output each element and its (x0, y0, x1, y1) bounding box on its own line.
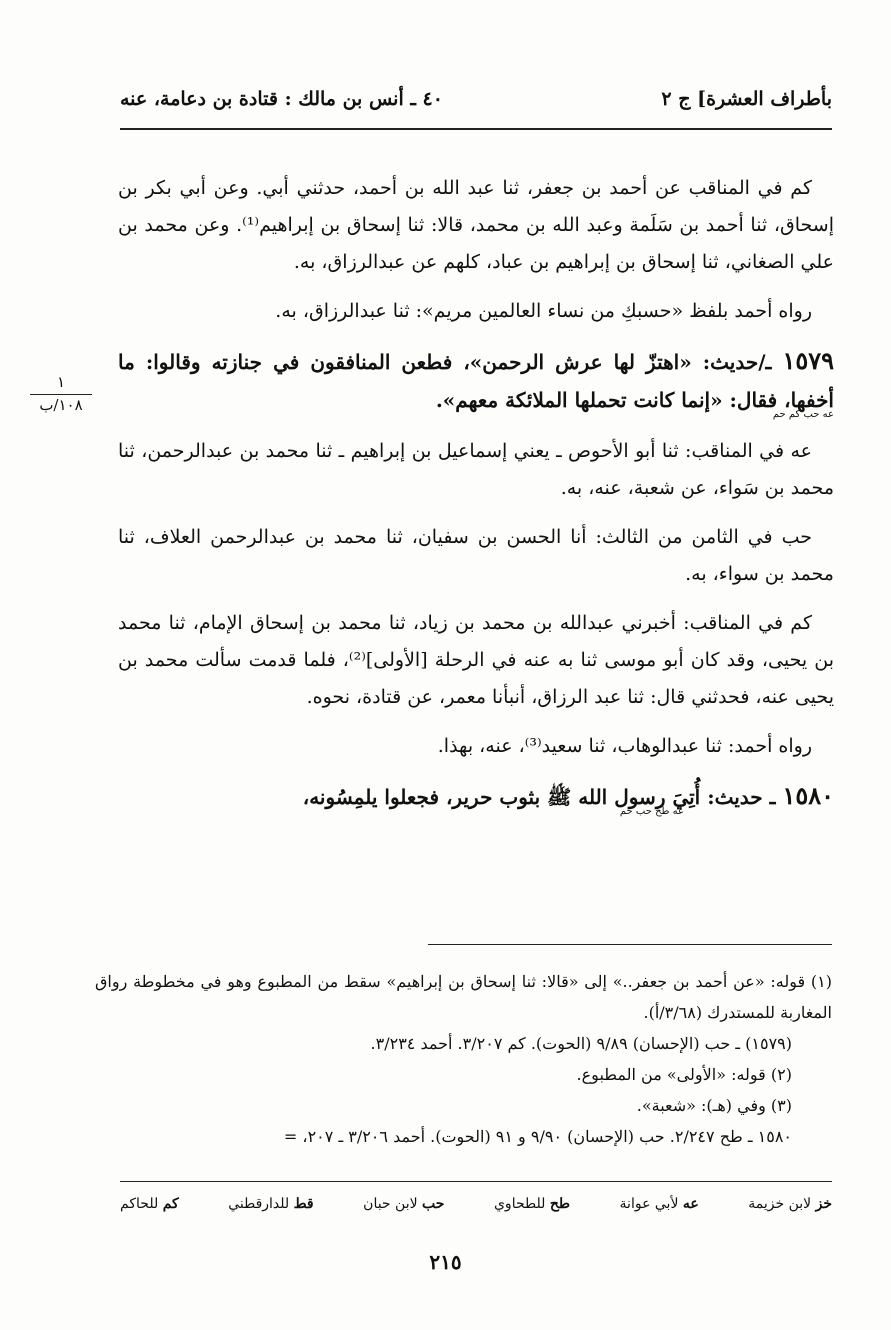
abbreviation: عه لأبي عوانة (619, 1196, 699, 1212)
footnote-rule (428, 944, 832, 945)
paragraph: رواه أحمد بلفظ «حسبكِ من نساء العالمين مريم»: ثنا عبدالرزاق، به. (275, 300, 812, 322)
abbreviation: طح للطحاوي (493, 1196, 571, 1212)
folio-ref-bottom: ١٠٨/ب (39, 396, 83, 414)
main-text (118, 170, 834, 830)
hadith-number: ١٥٨٠ (782, 781, 834, 810)
manuscript-folio-ref (30, 372, 92, 415)
paragraph: حب في الثامن من الثالث: أنا الحسن بن سفيان، ثنا محمد بن عبدالرحمن العلاف، ثنا محمد بن سواء، به. (118, 526, 834, 585)
hadith-text: ـ حديث: أُتِيَ رسول الله ﷺ بثوب حرير، فجعلوا يلمِسُونه، (302, 785, 783, 809)
header-rule (120, 128, 832, 130)
abbreviation: خز لابن خزيمة (748, 1196, 832, 1212)
abbreviation: كم للحاكم (120, 1196, 179, 1212)
abbreviation: حب لابن حبان (363, 1196, 445, 1212)
paragraph: عه في المناقب: ثنا أبو الأحوص ـ يعني إسماعيل بن إبراهيم ـ ثنا محمد بن عبدالرحمن، ثنا محمد بن سَواء، عن شعبة، عنه، به. (118, 440, 834, 499)
abbreviations-key (120, 1196, 832, 1212)
running-header (120, 88, 832, 120)
abbreviations-rule (120, 1181, 832, 1182)
footnotes (95, 966, 832, 1152)
footnote: (٢) قوله: «الأولى» من المطبوع. (576, 1065, 792, 1084)
folio-ref-top: ١ (30, 372, 92, 395)
hadith-number: ١٥٧٩ (782, 346, 834, 375)
abbreviation: قط للدارقطني (228, 1196, 314, 1212)
footnote: ١٥٨٠ ـ طح ٢/٢٤٧. حب (الإحسان) ٩/٩٠ و ٩١ (الحوت). أحمد ٣/٢٠٦ ـ ٢٠٧، = (283, 1127, 792, 1146)
paragraph: كم في المناقب: أخبرني عبدالله بن محمد بن زياد، ثنا محمد بن إسحاق الإمام، ثنا محمد بن يحيى، وقد كان أبو موسى ثنا به عنه في الرحلة [الأولى]⁽²⁾، فلما قدمت سألت محمد بن يحيى عنه، فحدثني قال: ثنا عبد الرزاق، أنبأنا معمر، عن قتادة، نحوه. (118, 612, 834, 708)
footnote: (١) قوله: «عن أحمد بن جعفر..» إلى «قالا: ثنا إسحاق بن إبراهيم» سقط من المطبوع وهو في مخطوطة رواق المغاربة للمستدرك (٣/٦٨/أ). (95, 972, 832, 1022)
source-sigla: عه طح حب حم (619, 806, 684, 817)
footnote: (١٥٧٩) ـ حب (الإحسان) ٩/٨٩ (الحوت). كم ٣/٢٠٧. أحمد ٣/٢٣٤. (370, 1034, 792, 1053)
page-number: ٢١٥ (429, 1250, 462, 1274)
paragraph: رواه أحمد: ثنا عبدالوهاب، ثنا سعيد⁽³⁾، عنه، بهذا. (437, 735, 812, 757)
header-topic: ٤٠ ـ أنس بن مالك : قتادة بن دعامة، عنه (120, 88, 443, 110)
header-book-title: بأطراف العشرة] ج ٢ (661, 88, 832, 110)
hadith-entry (118, 777, 834, 818)
source-sigla: عه حب كم حم (772, 409, 834, 420)
footnote: (٣) وفي (هـ): «شعبة». (636, 1096, 792, 1115)
hadith-entry (118, 342, 834, 421)
paragraph: كم في المناقب عن أحمد بن جعفر، ثنا عبد الله بن أحمد، حدثني أبي. وعن أبي بكر بن إسحاق، ثنا أحمد بن سَلَمة وعبد الله بن محمد، قالا: ثنا إسحاق بن إبراهيم⁽¹⁾. وعن محمد بن علي الصغاني، ثنا إسحاق بن إبراهيم بن عباد، كلهم عن عبدالرزاق، به. (118, 177, 834, 273)
hadith-text: ـ/حديث: «اهتزّ لها عرش الرحمن»، فطعن المنافقون في جنازته وقالوا: ما أخفها، فقال: «إنما كانت تحملها الملائكة معهم». (118, 350, 834, 412)
